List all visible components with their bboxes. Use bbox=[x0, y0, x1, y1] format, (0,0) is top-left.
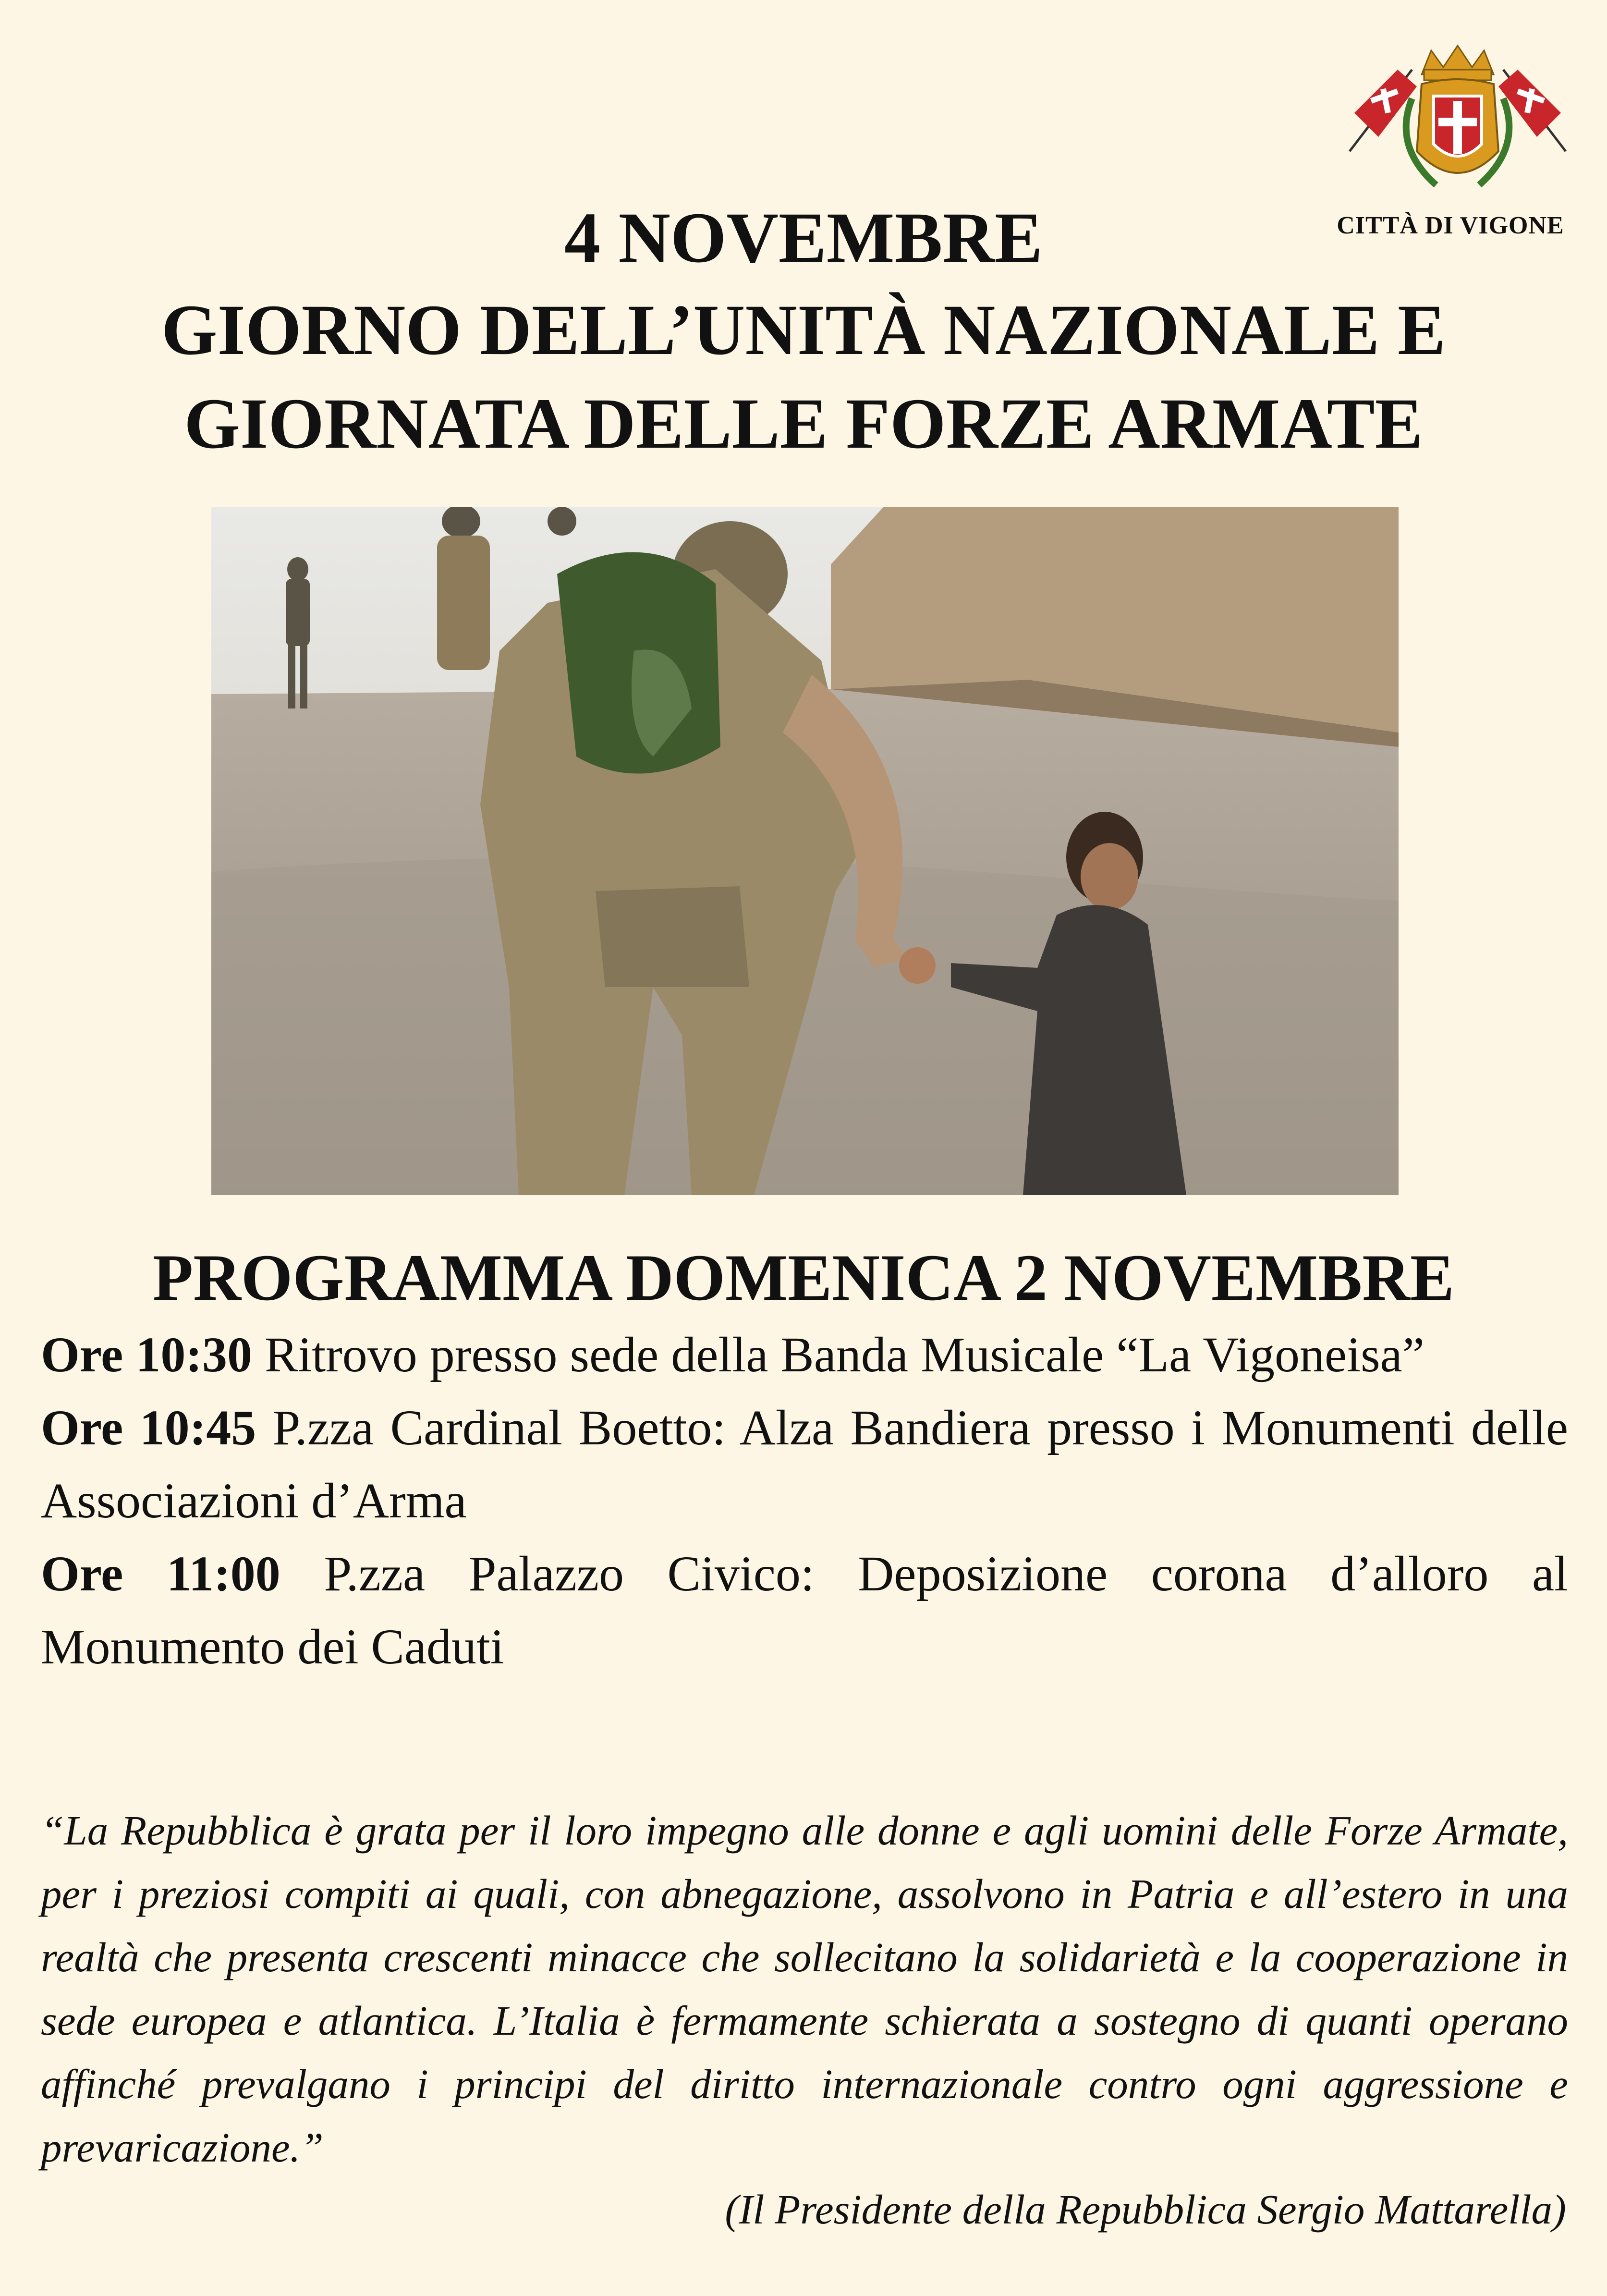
program-title: PROGRAMMA DOMENICA 2 NOVEMBRE bbox=[152, 1241, 1455, 1314]
coat-of-arms-icon bbox=[1340, 41, 1575, 195]
page-headline bbox=[0, 192, 1607, 471]
headline-date: 4 NOVEMBRE bbox=[564, 198, 1043, 278]
event-description: Ritrovo presso sede della Banda Musicale “La Vigoneisa” bbox=[264, 1327, 1424, 1382]
headline-line-3: GIORNATA DELLE FORZE ARMATE bbox=[184, 384, 1423, 464]
list-item bbox=[41, 1319, 1568, 1392]
soldier-and-child-photo bbox=[211, 507, 1399, 1195]
city-crest-logo bbox=[1340, 41, 1575, 195]
headline-line-2: GIORNO DELL’UNITÀ NAZIONALE E bbox=[161, 290, 1446, 370]
program-events-list bbox=[41, 1319, 1568, 1684]
list-item bbox=[41, 1392, 1568, 1538]
city-name-caption: CITTÀ DI VIGONE bbox=[1337, 212, 1564, 239]
event-description: P.zza Palazzo Civico: Deposizione corona d’alloro al Monumento dei Caduti bbox=[41, 1546, 1568, 1674]
list-item bbox=[41, 1538, 1568, 1684]
soldier-holding-child-hand-photo-icon bbox=[211, 507, 1399, 1195]
event-time: Ore 11:00 bbox=[41, 1546, 324, 1601]
event-time: Ore 10:45 bbox=[41, 1400, 273, 1455]
event-description: P.zza Cardinal Boetto: Alza Bandiera presso i Monumenti delle Associazioni d’Arma bbox=[41, 1400, 1568, 1528]
event-time: Ore 10:30 bbox=[41, 1327, 265, 1382]
presidential-quote: “La Repubblica è grata per il loro impegno alle donne e agli uomini delle Forze Armate, per i preziosi compiti ai quali, con abnegazione, assolvono in Patria e all’estero in una realtà che presenta crescenti minacce che sollecitano la solidarietà e la cooperazione in sede europea e atlantica. L’Italia è fermamente schierata a sostegno di quanti operano affinché prevalgano i principi del diritto internazionale contro ogni aggressione e prevaricazione.” bbox=[41, 1807, 1568, 2171]
quote-attribution: (Il Presidente della Repubblica Sergio Mattarella) bbox=[725, 2186, 1566, 2233]
